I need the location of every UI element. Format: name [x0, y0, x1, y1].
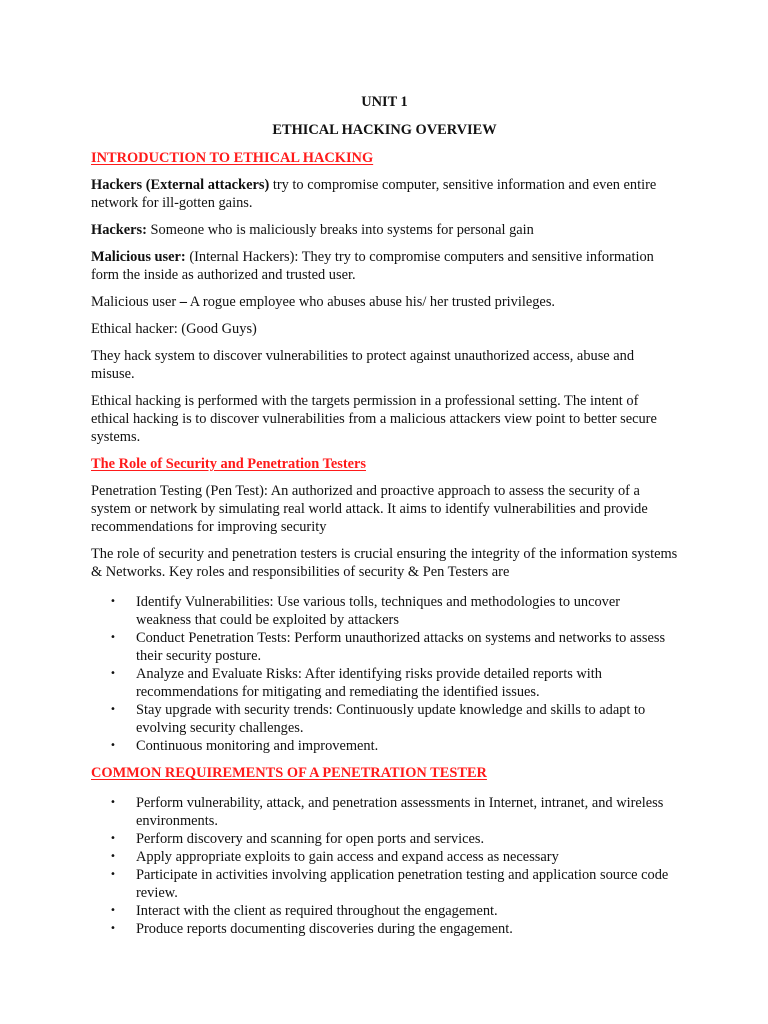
rogue-employee-label: Malicious user [91, 294, 180, 310]
requirements-list [91, 794, 678, 938]
list-item [110, 866, 678, 902]
bullet-icon: • [110, 596, 116, 607]
list-item-text: Produce reports documenting discoveries during the engagement. [136, 921, 513, 937]
list-item-text: Continuous monitoring and improvement. [136, 738, 379, 754]
paragraph-malicious-user [91, 248, 678, 284]
definition-hackers: Someone who is maliciously breaks into systems for personal gain [146, 222, 534, 238]
term-hackers-external: Hackers (External attackers) [91, 177, 270, 193]
list-item [110, 920, 678, 938]
list-item-text: Conduct Penetration Tests: Perform unauthorized attacks on systems and networks to assess their security posture. [136, 630, 666, 664]
list-item [110, 794, 678, 830]
list-item [110, 848, 678, 866]
list-item [110, 629, 678, 665]
list-item-text: Perform vulnerability, attack, and penetration assessments in Internet, intranet, and wireless environments. [136, 795, 664, 829]
section-heading-introduction: INTRODUCTION TO ETHICAL HACKING [91, 150, 374, 166]
list-item-text: Apply appropriate exploits to gain access and expand access as necessary [136, 849, 559, 865]
rogue-employee-dash: – [179, 294, 187, 310]
paragraph-hackers [91, 221, 678, 239]
list-item [110, 830, 678, 848]
paragraph-ethical-hacker: Ethical hacker: (Good Guys) [91, 321, 257, 337]
paragraph-ethical-hacking: Ethical hacking is performed with the targets permission in a professional setting. The intent of ethical hacking is to discover vulnerabilities from a malicious attackers view point to better secure systems. [91, 393, 657, 445]
list-item [110, 593, 678, 629]
list-item [110, 902, 678, 920]
term-malicious-user: Malicious user: [91, 249, 186, 265]
bullet-icon: • [110, 704, 116, 715]
bullet-icon: • [110, 740, 116, 751]
unit-title: UNIT 1 [361, 94, 408, 110]
bullet-icon: • [110, 797, 116, 808]
paragraph-role-intro: The role of security and penetration testers is crucial ensuring the integrity of the information systems & Networks. Key roles and responsibilities of security & Pen Testers are [91, 546, 678, 580]
paragraph-rogue-employee [91, 293, 678, 311]
section-heading-role: The Role of Security and Penetration Testers [91, 456, 366, 472]
term-hackers: Hackers: [91, 222, 147, 238]
page-title: ETHICAL HACKING OVERVIEW [272, 122, 497, 138]
bullet-icon: • [110, 851, 116, 862]
list-item [110, 701, 678, 737]
list-item-text: Identify Vulnerabilities: Use various tolls, techniques and methodologies to uncover weakness that could be exploited by attackers [136, 594, 621, 628]
bullet-icon: • [110, 869, 116, 880]
paragraph-pen-test: Penetration Testing (Pen Test): An authorized and proactive approach to assess the security of a system or network by simulating real world attack. It aims to identify vulnerabilities and provide recommendations for improving security [91, 483, 648, 535]
bullet-icon: • [110, 923, 116, 934]
roles-list [91, 593, 678, 755]
section-heading-requirements: COMMON REQUIREMENTS OF A PENETRATION TESTER [91, 765, 487, 781]
bullet-icon: • [110, 905, 116, 916]
list-item-text: Participate in activities involving application penetration testing and application source code review. [136, 867, 669, 901]
bullet-icon: • [110, 632, 116, 643]
bullet-icon: • [110, 668, 116, 679]
list-item-text: Stay upgrade with security trends: Continuously update knowledge and skills to adapt to evolving security challenges. [136, 702, 646, 736]
list-item [110, 665, 678, 701]
list-item [110, 737, 678, 755]
paragraph-hackers-external [91, 176, 678, 212]
definition-malicious-user: (Internal Hackers): They try to compromise computers and sensitive information form the inside as authorized and trusted user. [91, 249, 654, 283]
paragraph-hack-system: They hack system to discover vulnerabilities to protect against unauthorized access, abuse and misuse. [91, 348, 635, 382]
list-item-text: Perform discovery and scanning for open ports and services. [136, 831, 485, 847]
bullet-icon: • [110, 833, 116, 844]
list-item-text: Analyze and Evaluate Risks: After identifying risks provide detailed reports with recommendations for mitigating and remediating the identified issues. [136, 666, 602, 700]
rogue-employee-text: A rogue employee who abuses abuse his/ her trusted privileges. [186, 294, 556, 310]
list-item-text: Interact with the client as required throughout the engagement. [136, 903, 498, 919]
definition-hackers-external: try to compromise computer, sensitive information and even entire network for ill-gotten gains. [91, 177, 657, 211]
